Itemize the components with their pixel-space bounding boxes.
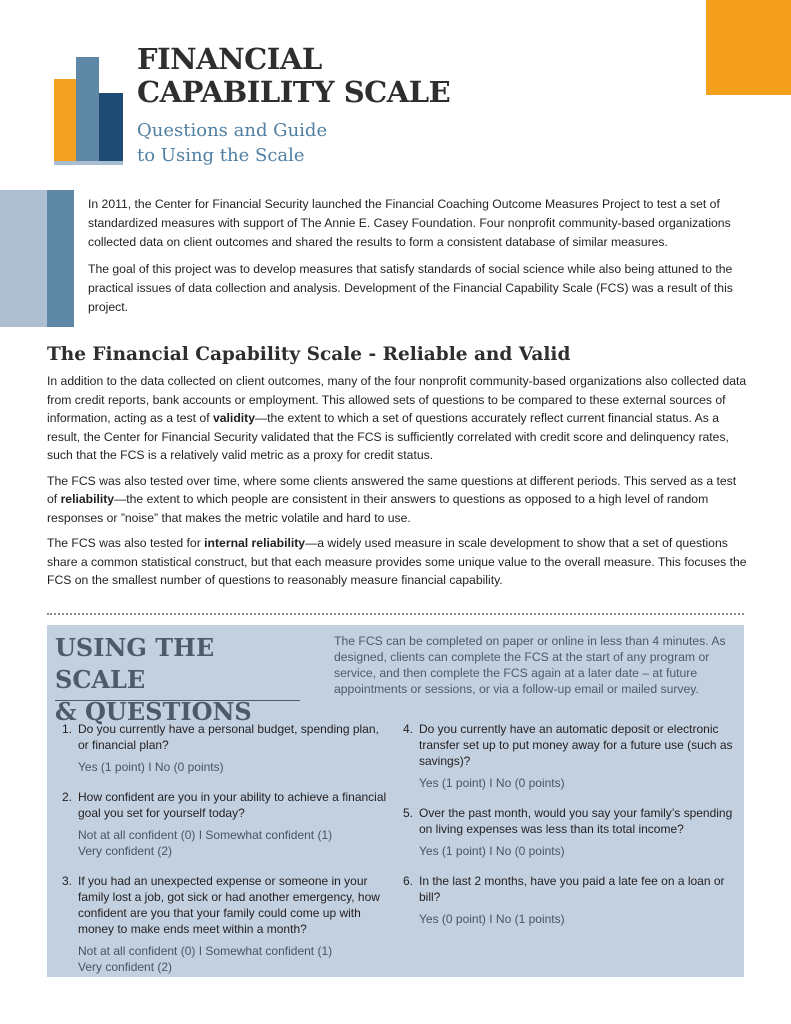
panel-title-rule bbox=[55, 700, 300, 701]
reliability-text-after: —the extent to which people are consistent in their answers to questions as opposed to a high level of random responses or ”noise” that makes the metric volatile and hard to use. bbox=[47, 492, 709, 525]
question-answers bbox=[419, 843, 733, 859]
question-answers bbox=[78, 943, 392, 975]
question-content bbox=[419, 873, 733, 927]
question-content bbox=[419, 721, 733, 791]
question-item bbox=[62, 873, 392, 975]
question-answers bbox=[419, 911, 733, 927]
answer-line: Yes (1 point) I No (0 points) bbox=[419, 776, 565, 790]
question-answers bbox=[419, 775, 733, 791]
panel-title bbox=[55, 632, 305, 728]
question-content bbox=[78, 721, 392, 775]
intro-paragraph-1: In 2011, the Center for Financial Security launched the Financial Coaching Outcome Measures Project to test a set of standardized measures with support of The Annie E. Casey Foundation. Four nonprofit community-based organizations collected data on client outcomes and shared the results to form a consistent database of similar measures. bbox=[88, 197, 731, 249]
internal-reliability-term: internal reliability bbox=[204, 536, 306, 550]
question-text: If you had an unexpected expense or someone in your family lost a job, got sick or had another emergency, how confident are you that your family could come up with money to make ends meet within a month? bbox=[78, 874, 380, 936]
orange-corner-block bbox=[706, 0, 791, 95]
question-number: 2. bbox=[62, 790, 73, 804]
document-title bbox=[137, 43, 537, 109]
title-line-2: CAPABILITY SCALE bbox=[137, 75, 451, 109]
question-number: 4. bbox=[403, 722, 414, 736]
bar-chart-logo-icon bbox=[54, 57, 124, 165]
question-item bbox=[403, 873, 733, 927]
validity-text-after: —the extent to which a set of questions accurately reflect current financial status. As a result, the Center for Financial Security validated that the FCS is sufficiently correlated with credit score and delinquency rates, such that the FCS is a relatively valid metric as a proxy for credit status. bbox=[47, 411, 729, 462]
validity-text-before: In addition to the data collected on client outcomes, many of the four nonprofit community-based organizations also collected data from credit reports, bank accounts or employment. This allowed sets of questions to be compared to these external sources of information, acting as a test of bbox=[47, 374, 747, 425]
question-answers bbox=[78, 759, 392, 775]
document-subtitle bbox=[137, 118, 457, 168]
question-text: Do you currently have a personal budget, spending plan, or financial plan? bbox=[78, 722, 379, 752]
question-text: In the last 2 months, have you paid a late fee on a loan or bill? bbox=[419, 874, 725, 904]
answer-line: Very confident (2) bbox=[78, 960, 173, 974]
answer-line: Yes (1 point) I No (0 points) bbox=[78, 760, 224, 774]
question-answers bbox=[78, 827, 392, 859]
intro-accent-dark bbox=[47, 190, 74, 327]
question-number: 5. bbox=[403, 806, 414, 820]
intro-accent-light bbox=[0, 190, 47, 327]
answer-line: Yes (1 point) I No (0 points) bbox=[419, 844, 565, 858]
internal-reliability-text-after: —a widely used measure in scale development to show that a set of questions share a common statistical construct, but that each measure provides some unique value to the overall measure. This focuses the FCS on the smallest number of questions to reasonably measure financial capability. bbox=[47, 536, 747, 587]
validity-paragraph bbox=[47, 372, 747, 465]
logo-base-line bbox=[54, 161, 123, 165]
question-content bbox=[78, 873, 392, 975]
answer-line: Not at all confident (0) I Somewhat confident (1) bbox=[78, 944, 333, 958]
subtitle-line-1: Questions and Guide bbox=[137, 120, 328, 141]
question-text: How confident are you in your ability to achieve a financial goal you set for yourself today? bbox=[78, 790, 387, 820]
question-number: 1. bbox=[62, 722, 73, 736]
answer-line: Very confident (2) bbox=[78, 844, 173, 858]
section-body bbox=[47, 372, 747, 597]
question-item bbox=[62, 789, 392, 859]
reliability-term: reliability bbox=[60, 492, 115, 506]
intro-text bbox=[88, 195, 738, 325]
question-item bbox=[62, 721, 392, 775]
subtitle-line-2: to Using the Scale bbox=[137, 145, 305, 166]
questions-column-right bbox=[403, 721, 733, 941]
internal-reliability-paragraph bbox=[47, 534, 747, 590]
question-number: 3. bbox=[62, 874, 73, 888]
section-heading: The Financial Capability Scale - Reliable and Valid bbox=[47, 344, 571, 365]
internal-reliability-text-before: The FCS was also tested for bbox=[47, 536, 205, 550]
answer-line: Yes (0 point) I No (1 points) bbox=[419, 912, 565, 926]
question-content bbox=[78, 789, 392, 859]
dotted-divider bbox=[47, 613, 744, 615]
logo-bar-orange bbox=[54, 79, 76, 161]
intro-paragraph-2: The goal of this project was to develop measures that satisfy standards of social science while also being attuned to the practical issues of data collection and analysis. Development of the Financial Capability Scale (FCS) was a result of this project. bbox=[88, 262, 733, 314]
question-item bbox=[403, 721, 733, 791]
question-text: Over the past month, would you say your family’s spending on living expenses was less than its total income? bbox=[419, 806, 733, 836]
answer-line: Not at all confident (0) I Somewhat confident (1) bbox=[78, 828, 333, 842]
validity-term: validity bbox=[212, 411, 255, 425]
panel-title-line-1: USING THE SCALE bbox=[55, 633, 215, 694]
reliability-text-before: The FCS was also tested over time, where some clients answered the same questions at different periods. This served as a test of bbox=[47, 473, 737, 506]
logo-bar-navy bbox=[99, 93, 123, 161]
logo-bar-mid-blue bbox=[76, 57, 99, 161]
reliability-paragraph bbox=[47, 472, 747, 528]
questions-column-left bbox=[62, 721, 392, 989]
panel-title-line-2: & QUESTIONS bbox=[55, 697, 252, 726]
question-content bbox=[419, 805, 733, 859]
title-line-1: FINANCIAL bbox=[137, 42, 322, 76]
question-item bbox=[403, 805, 733, 859]
panel-intro: The FCS can be completed on paper or online in less than 4 minutes. As designed, clients can complete the FCS at the start of any program or service, and then complete the FCS again at a later date – at future appointments or sessions, or via a follow-up email or mailed survey. bbox=[334, 634, 726, 696]
question-number: 6. bbox=[403, 874, 414, 888]
question-text: Do you currently have an automatic deposit or electronic transfer set up to put money away for a future use (such as savings)? bbox=[419, 722, 733, 768]
